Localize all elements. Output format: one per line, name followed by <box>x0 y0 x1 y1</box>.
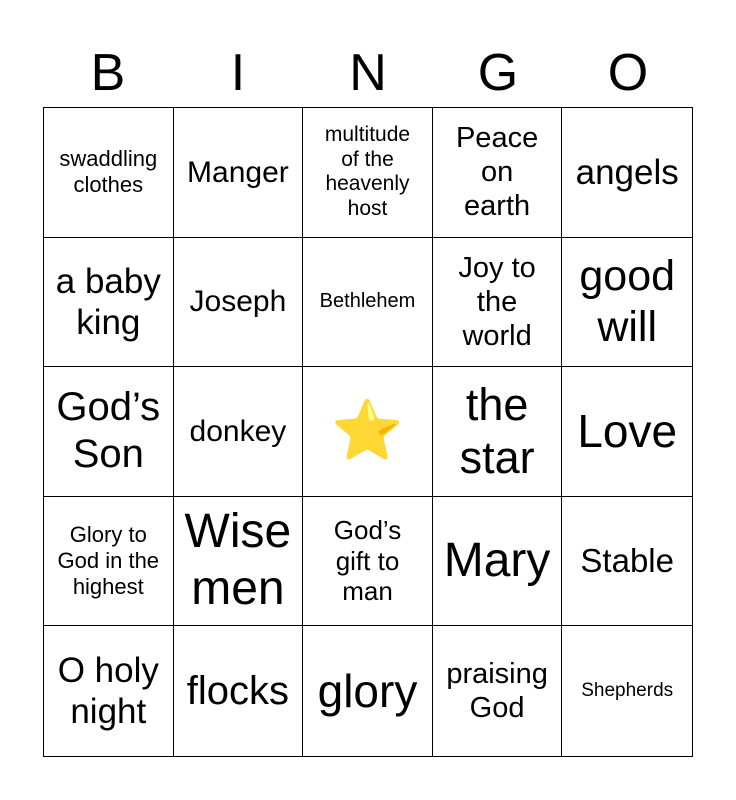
header-letter-b: B <box>90 44 126 102</box>
bingo-cell[interactable]: Shepherds <box>581 679 674 701</box>
bingo-cell[interactable]: donkey <box>174 367 304 497</box>
bingo-cell[interactable]: Love <box>562 367 692 497</box>
bingo-cell[interactable]: Manger <box>174 108 304 238</box>
bingo-cell[interactable]: God’s gift to man <box>303 497 433 627</box>
bingo-cell[interactable]: praising God <box>433 626 563 756</box>
bingo-cell[interactable]: Wise men <box>174 497 304 627</box>
bingo-cell[interactable]: the star <box>433 367 563 497</box>
bingo-cell[interactable]: Glory to God in the highest <box>44 497 174 627</box>
bingo-cell[interactable]: Joseph <box>174 238 304 368</box>
bingo-cell[interactable]: good will <box>562 238 692 368</box>
bingo-cell[interactable]: swaddling clothes <box>44 108 174 238</box>
star-icon[interactable]: ⭐ <box>303 367 433 497</box>
bingo-cell[interactable]: God’s Son <box>44 367 174 497</box>
bingo-cell[interactable]: Joy to the world <box>433 238 563 368</box>
bingo-cell[interactable]: flocks <box>174 626 304 756</box>
bingo-cell[interactable]: multitude of the heavenly host <box>303 108 433 238</box>
bingo-cell[interactable]: glory <box>303 626 433 756</box>
bingo-cell[interactable]: Mary <box>433 497 563 627</box>
bingo-cell[interactable]: Stable <box>562 497 692 627</box>
header-letter-g: G <box>477 44 519 102</box>
bingo-cell[interactable]: Bethlehem <box>303 238 433 368</box>
header-letter-n: N <box>349 44 387 102</box>
bingo-cell[interactable]: Peace on earth <box>433 108 563 238</box>
bingo-header <box>43 40 693 106</box>
bingo-cell[interactable]: angels <box>562 108 692 238</box>
header-letter-o: O <box>607 44 649 102</box>
bingo-board <box>43 107 693 757</box>
bingo-cell[interactable]: O holy night <box>44 626 174 756</box>
bingo-cell[interactable]: a baby king <box>44 238 174 368</box>
header-letter-i: I <box>230 44 246 102</box>
